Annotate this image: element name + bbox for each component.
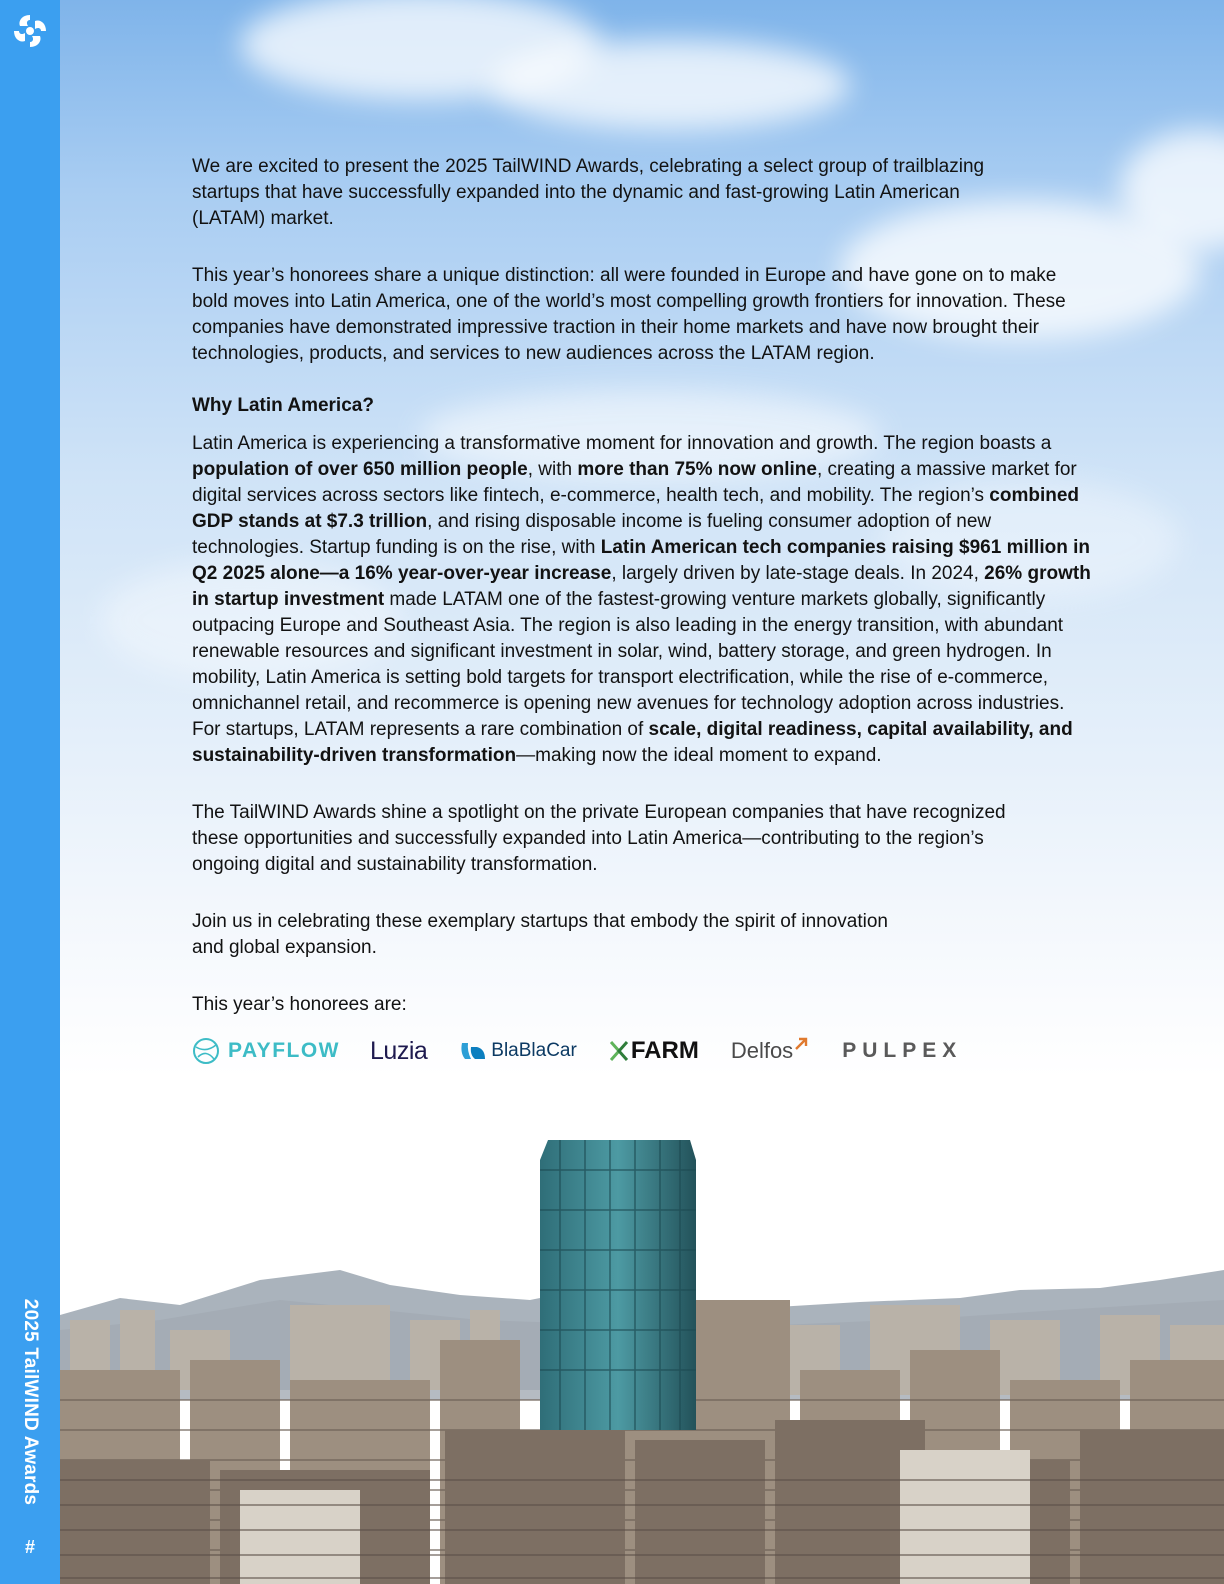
payflow-logo: PAYFLOW bbox=[192, 1037, 340, 1065]
pulpex-logo: PULPEX bbox=[842, 1039, 963, 1062]
blablacar-logo: BlaBlaCar bbox=[459, 1038, 577, 1064]
delfos-logo: Delfos bbox=[731, 1038, 808, 1064]
payflow-globe-icon bbox=[192, 1037, 220, 1065]
why-paragraph: Latin America is experiencing a transformative moment for innovation and growth. The region boasts a population of over 650 million people, with more than 75% now online, creating a massive market for digital services across sectors like fintech, e-commerce, health tech, and mobility. The region’s combined GDP stands at $7.3 trillion, and rising disposable income is fueling consumer adoption of new technologies. Startup funding is on the rise, with Latin American tech companies raising $961 million in Q2 2025 alone—a 16% year-over-year increase, largely driven by late-stage deals. In 2024, 26% growth in startup investment made LATAM one of the fastest-growing venture markets globally, significantly outpacing Europe and Southeast Asia. The region is also leading in the energy transition, with abundant renewable resources and significant investment in solar, wind, battery storage, and green hydrogen. In mobility, Latin America is setting bold targets for transport electrification, while the rise of e-commerce, omnichannel retail, and recommerce is opening new avenues for technology adoption across industries. For startups, LATAM represents a rare combination of scale, digital readiness, capital availability, and sustainability-driven transformation—making now the ideal moment to expand. bbox=[192, 433, 1091, 766]
luzia-logo: Luzia bbox=[370, 1037, 428, 1065]
sidebar-title: 2025 TailWIND Awards bbox=[20, 1298, 41, 1506]
closing-paragraph-1: The TailWIND Awards shine a spotlight on the private European companies that have recognized these opportunities and successfully expanded into Latin America—contributing to the region’s ongoing digital and sustainability transformation. bbox=[192, 802, 1006, 875]
honoree-logos bbox=[192, 1034, 1097, 1068]
honorees-label: This year’s honorees are: bbox=[192, 994, 407, 1015]
intro-paragraph-2: This year’s honorees share a unique distinction: all were founded in Europe and have gone on to make bold moves into Latin America, one of the world’s most compelling growth frontiers for innovation. These companies have demonstrated impressive traction in their home markets and have now brought their technologies, products, and services to new audiences across the LATAM region. bbox=[192, 265, 1066, 364]
city-skyline-image bbox=[60, 1130, 1224, 1584]
xfarm-x-icon bbox=[609, 1040, 629, 1062]
intro-paragraph-1: We are excited to present the 2025 TailWIND Awards, celebrating a select group of trailblazing startups that have successfully expanded into the dynamic and fast-growing Latin American (LATAM) market. bbox=[192, 156, 985, 229]
main-content bbox=[192, 154, 1097, 1068]
blablacar-icon bbox=[459, 1039, 487, 1063]
page-number: # bbox=[24, 1537, 35, 1557]
section-heading: Why Latin America? bbox=[192, 395, 374, 416]
sidebar bbox=[0, 0, 60, 1584]
xfarm-logo: FARM bbox=[609, 1038, 699, 1064]
closing-paragraph-2: Join us in celebrating these exemplary startups that embody the spirit of innovation and global expansion. bbox=[192, 911, 888, 958]
swirl-logo-icon bbox=[12, 13, 48, 49]
delfos-arrow-icon bbox=[794, 1037, 808, 1051]
